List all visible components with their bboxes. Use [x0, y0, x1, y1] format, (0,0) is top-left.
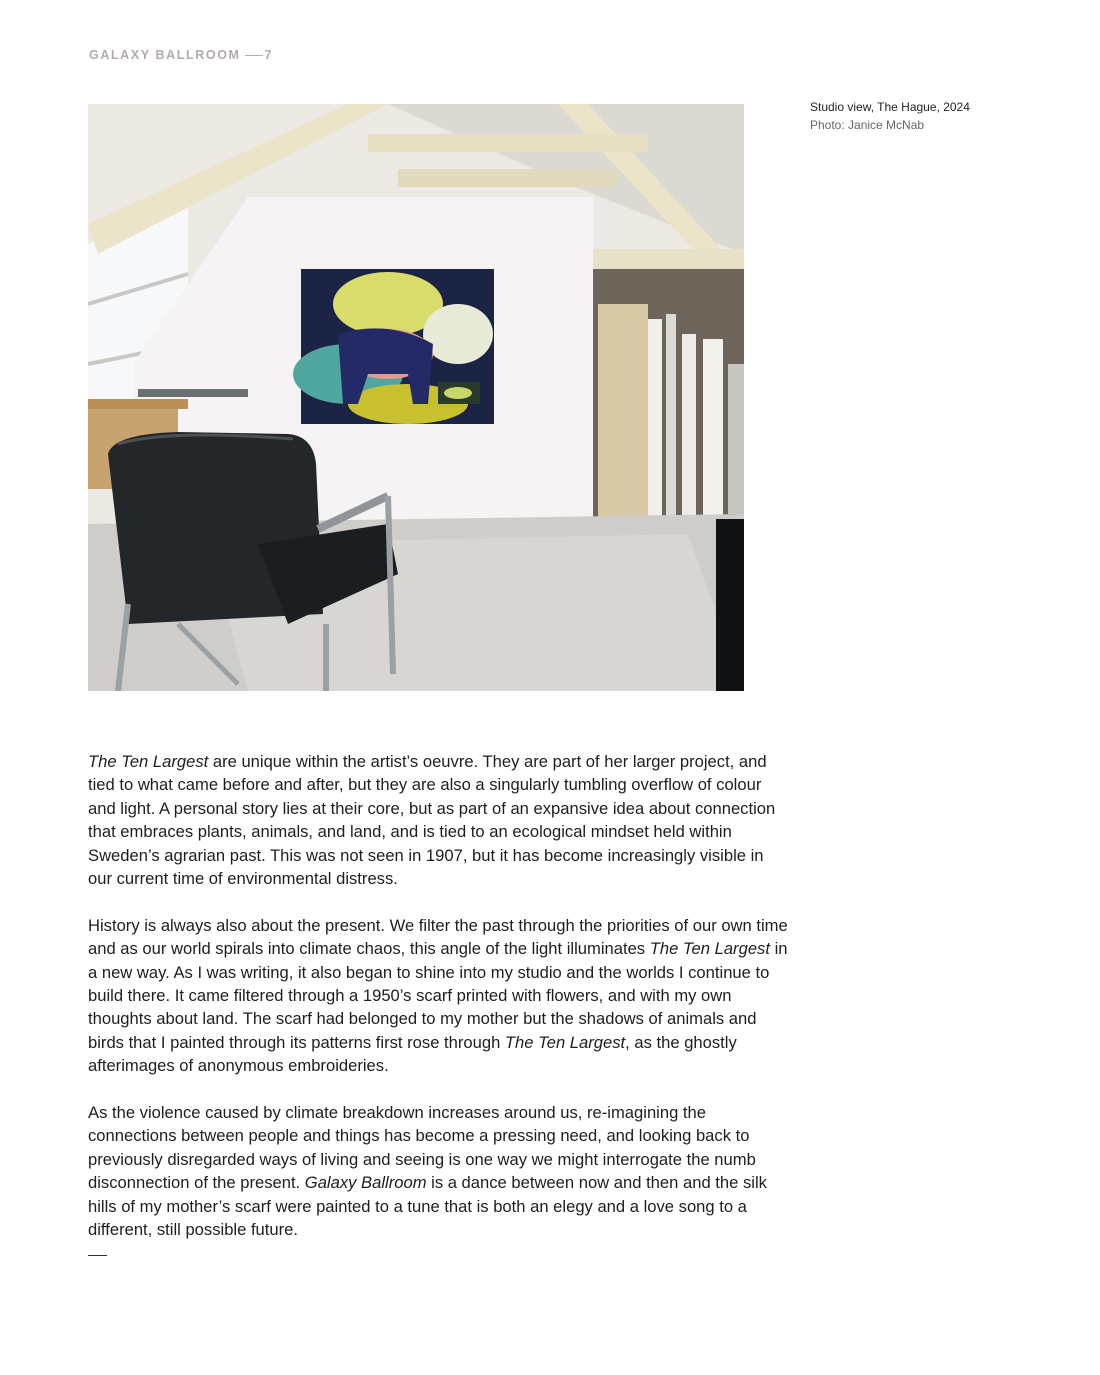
painting: [293, 269, 494, 424]
paragraph-text: are unique within the artist’s oeuvre. They are part of her larger project, and tied to what came before and after, but they are also a singularly tumbling overflow of colour and light. A personal story lies at their core, but as part of an expansive idea about connection that embraces plants, animals, and land, and is tied to an ecological mindset held within Sweden’s agrarian past. This was not seen in 1907, but it has become increasingly visible in our current time of environmental distress.: [88, 752, 776, 889]
paragraph-text: , as the ghostly afterimages of anonymous embroideries.: [88, 1032, 737, 1076]
paragraph-text: in a new way. As I was writing, it also began to shine into my studio and the worlds I continue to build there. It came filtered through a 1950’s scarf printed with flowers, and with my own thoughts about land. The scarf had belonged to my mother but the shadows of animals and birds that I painted through its patterns first rose through: [88, 939, 788, 1052]
italic-title: Galaxy Ballroom: [304, 1173, 427, 1193]
beam-cross-3: [588, 249, 744, 269]
end-mark: [88, 1255, 107, 1256]
running-title: GALAXY BALLROOM: [89, 48, 241, 62]
studio-illustration: [88, 104, 744, 691]
italic-title: The Ten Largest: [504, 1032, 626, 1052]
italic-title: The Ten Largest: [88, 752, 209, 771]
beam-cross-1: [368, 134, 648, 152]
paragraph-3: [88, 1101, 788, 1241]
running-head: [89, 48, 273, 62]
caption-credit: Photo: Janice McNab: [810, 118, 925, 132]
table-edge: [716, 519, 744, 691]
paragraph-1: [88, 750, 788, 890]
paragraph-text: is a dance between now and then and the silk hills of my mother’s scarf were painted to a tune that is both an elegy and a love song to a different, still possible future.: [88, 1173, 767, 1240]
header-dash: [245, 55, 263, 56]
caption-title: Studio view, The Hague, 2024: [810, 100, 970, 114]
desk: [88, 399, 188, 409]
italic-title: The Ten Largest: [649, 939, 770, 959]
figure-caption: [810, 98, 970, 134]
paragraph-2: [88, 914, 788, 1078]
paragraph-text: History is always also about the present. We filter the past through the priorities of our own time and as our world spirals into climate chaos, this angle of the light illuminates: [88, 915, 788, 959]
paragraph-text: As the violence caused by climate breakdown increases around us, re-imagining the connections between people and things has become a pressing need, and looking back to previously disregarded ways of living and seeing is one way we might interrogate the numb disconnection of the present.: [88, 1103, 756, 1193]
page-number: 7: [264, 48, 274, 62]
body-text: [88, 750, 788, 1256]
beam-cross-2: [398, 169, 618, 187]
studio-photo: [88, 104, 744, 691]
